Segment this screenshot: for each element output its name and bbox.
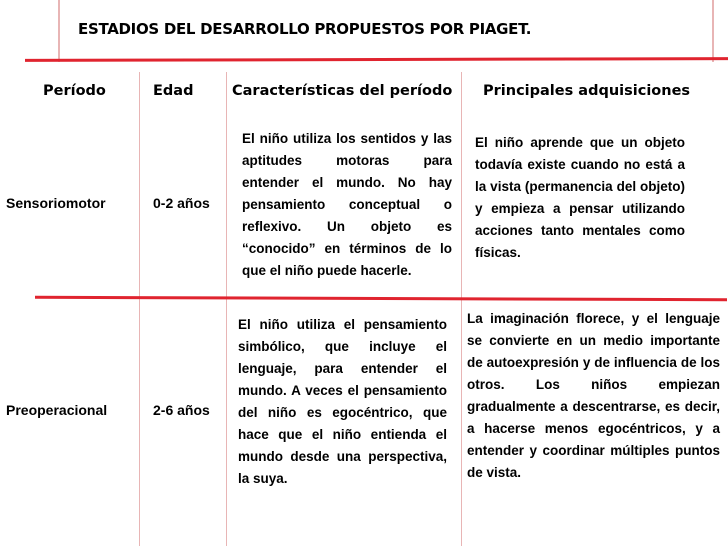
page-title: ESTADIOS DEL DESARROLLO PROPUESTOS POR PIAGET. xyxy=(78,20,532,38)
row-1-adquisiciones: El niño aprende que un objeto todavía existe cuando no está a la vista (permanencia del objeto) y empieza a pensar utilizando acciones tanto mentales como físicas. xyxy=(475,135,685,260)
row-2-caracteristicas: El niño utiliza el pensamiento simbólico, que incluye el lenguaje, para entender el mundo. A veces el pensamiento del niño es egocéntrico, que hace que el niño entienda el mundo desde una perspectiva, la suya. xyxy=(238,317,447,486)
horizontal-divider-header xyxy=(25,57,728,62)
row-1-caracteristicas: El niño utiliza los sentidos y las aptitudes motoras para entender el mundo. No hay pensamiento conceptual o reflexivo. Un objeto es “conocido” en términos de lo que el niño puede hacerle. xyxy=(242,131,452,278)
row-2-edad: 2-6 años xyxy=(153,402,210,418)
vertical-divider-right xyxy=(712,0,714,62)
vertical-divider-adquisiciones xyxy=(461,72,462,546)
vertical-divider-left xyxy=(58,0,60,62)
header-adquisiciones: Principales adquisiciones xyxy=(483,83,691,99)
header-periodo: Período xyxy=(43,83,106,99)
header-edad: Edad xyxy=(153,83,194,99)
header-caracteristicas: Características del período xyxy=(232,83,453,99)
row-2-periodo: Preoperacional xyxy=(6,402,108,418)
vertical-divider-edad xyxy=(139,72,140,546)
row-1-edad: 0-2 años xyxy=(153,195,210,211)
row-2-adquisiciones: La imaginación florece, y el lenguaje se convierte en un medio importante de autoexpresión y de influencia de los otros. Los niños empiezan gradualmente a descentrarse, es decir, a hacerse menos egocéntricos, y a entender y coordinar múltiples puntos de vista. xyxy=(467,311,720,480)
row-1-periodo: Sensoriomotor xyxy=(6,195,106,211)
vertical-divider-caracteristicas xyxy=(226,72,227,546)
